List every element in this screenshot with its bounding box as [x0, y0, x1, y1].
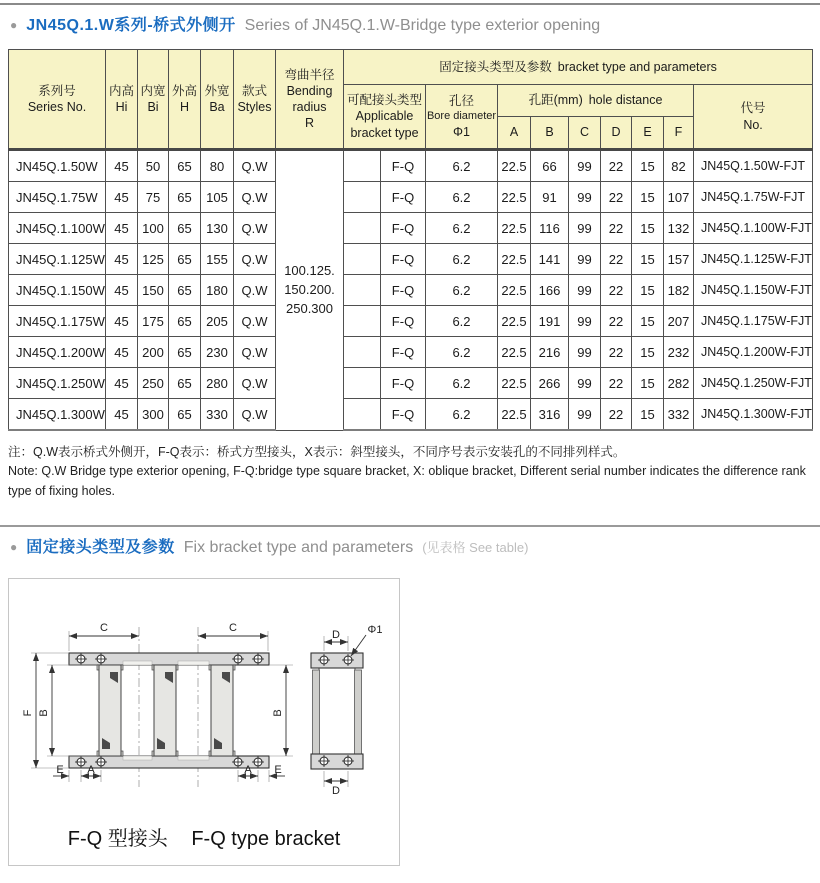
cell-d: 22 — [601, 213, 632, 244]
cell-c: 99 — [569, 275, 601, 306]
cell-a: 22.5 — [498, 213, 531, 244]
section2-title — [10, 534, 820, 557]
cell-bracket: F-Q — [381, 368, 426, 399]
cell-hi: 45 — [106, 368, 138, 399]
section2-title-zh: 固定接头类型及参数 — [26, 539, 175, 557]
cell-bracket: F-Q — [381, 306, 426, 337]
cell-bracket: F-Q — [381, 275, 426, 306]
cell-f: 282 — [664, 368, 694, 399]
cell-code: JN45Q.1.50W-FJT — [694, 150, 813, 182]
cell-e: 15 — [632, 399, 664, 431]
cell-ba: 130 — [201, 213, 234, 244]
cell-bi: 150 — [138, 275, 169, 306]
col-header-ba: 外宽 Ba — [201, 50, 234, 150]
cell-bi: 300 — [138, 399, 169, 431]
col-header-radius: 弯曲半径 Bending radius R — [276, 50, 344, 150]
cell-b: 91 — [531, 182, 569, 213]
cell-bore: 6.2 — [426, 213, 498, 244]
cell-series: JN45Q.1.100W — [9, 213, 106, 244]
cell-bore: 6.2 — [426, 244, 498, 275]
cell-code: JN45Q.1.75W-FJT — [694, 182, 813, 213]
cell-a: 22.5 — [498, 182, 531, 213]
cell-bore: 6.2 — [426, 182, 498, 213]
table-row — [9, 150, 813, 182]
col-header-h: 外高 H — [169, 50, 201, 150]
cell-a: 22.5 — [498, 244, 531, 275]
cell-f: 157 — [664, 244, 694, 275]
section2-title-en: Fix bracket type and parameters — [183, 539, 414, 557]
table-row — [9, 182, 813, 213]
cell-c: 99 — [569, 182, 601, 213]
cell-b: 191 — [531, 306, 569, 337]
bullet-icon: ● — [10, 540, 18, 555]
cell-ba: 155 — [201, 244, 234, 275]
cell-e: 15 — [632, 150, 664, 182]
cell-series: JN45Q.1.250W — [9, 368, 106, 399]
cell-b: 266 — [531, 368, 569, 399]
cell-series: JN45Q.1.125W — [9, 244, 106, 275]
cell-e: 15 — [632, 306, 664, 337]
cell-a: 22.5 — [498, 306, 531, 337]
table-row — [9, 244, 813, 275]
cell-bending-radius: 100.125. 150.200. 250.300 — [276, 150, 344, 431]
top-divider — [0, 3, 820, 5]
cell-series: JN45Q.1.175W — [9, 306, 106, 337]
section2-hint: (见表格 See table) — [422, 540, 529, 556]
cell-style: Q.W — [234, 244, 276, 275]
cell-h: 65 — [169, 368, 201, 399]
cell-bracket: F-Q — [381, 337, 426, 368]
cell-style: Q.W — [234, 399, 276, 431]
cell-series: JN45Q.1.300W — [9, 399, 106, 431]
cell-ba: 80 — [201, 150, 234, 182]
cell-series: JN45Q.1.50W — [9, 150, 106, 182]
cell-f: 132 — [664, 213, 694, 244]
col-header-b: B — [531, 117, 569, 150]
cell-d: 22 — [601, 399, 632, 431]
spec-table — [8, 49, 813, 431]
cell-style: Q.W — [234, 306, 276, 337]
cell-a: 22.5 — [498, 368, 531, 399]
cell-f: 82 — [664, 150, 694, 182]
dim-label-c-left: C — [100, 622, 108, 635]
table-row — [9, 337, 813, 368]
cell-h: 65 — [169, 244, 201, 275]
cell-bore: 6.2 — [426, 275, 498, 306]
group-header-bracket: 固定接头类型及参数 bracket type and parameters — [344, 50, 813, 85]
cell-c: 99 — [569, 399, 601, 431]
cell-b: 316 — [531, 399, 569, 431]
dim-label-d-bottom: D — [332, 785, 340, 798]
cell-h: 65 — [169, 275, 201, 306]
cell-h: 65 — [169, 150, 201, 182]
col-header-bracket-type: 可配接头类型 Applicable bracket type — [344, 85, 426, 150]
cell-c: 99 — [569, 306, 601, 337]
col-header-d: D — [601, 117, 632, 150]
cell-b: 216 — [531, 337, 569, 368]
section1-title — [10, 12, 820, 35]
side-view — [311, 653, 363, 769]
cell-e: 15 — [632, 275, 664, 306]
dim-label-phi1: Φ1 — [367, 624, 383, 637]
cell-d: 22 — [601, 368, 632, 399]
diagram-caption-en: F-Q type bracket — [191, 828, 341, 851]
cell-empty — [344, 244, 381, 275]
cell-bore: 6.2 — [426, 337, 498, 368]
cell-bi: 200 — [138, 337, 169, 368]
cell-h: 65 — [169, 182, 201, 213]
cell-b: 141 — [531, 244, 569, 275]
dim-label-b-left: B — [38, 709, 50, 717]
cell-empty — [344, 275, 381, 306]
cell-bracket: F-Q — [381, 182, 426, 213]
cell-a: 22.5 — [498, 337, 531, 368]
note-en: Note: Q.W Bridge type exterior opening, F-Q:bridge type square bracket, X: oblique bracket, Different serial number indicates the difference rank type of fixing holes. — [8, 464, 806, 498]
cell-style: Q.W — [234, 150, 276, 182]
col-header-e: E — [632, 117, 664, 150]
table-row — [9, 368, 813, 399]
cell-ba: 105 — [201, 182, 234, 213]
table-row — [9, 399, 813, 431]
col-header-styles: 款式 Styles — [234, 50, 276, 150]
cell-c: 99 — [569, 337, 601, 368]
cell-ba: 180 — [201, 275, 234, 306]
cell-bore: 6.2 — [426, 306, 498, 337]
cell-a: 22.5 — [498, 150, 531, 182]
front-view — [69, 653, 269, 768]
cell-empty — [344, 368, 381, 399]
cell-code: JN45Q.1.125W-FJT — [694, 244, 813, 275]
cell-hi: 45 — [106, 244, 138, 275]
cell-hi: 45 — [106, 182, 138, 213]
diagram-caption — [9, 822, 399, 851]
cell-empty — [344, 213, 381, 244]
cell-f: 107 — [664, 182, 694, 213]
bracket-drawing — [9, 579, 397, 863]
cell-h: 65 — [169, 337, 201, 368]
col-header-code: 代号 No. — [694, 85, 813, 150]
cell-h: 65 — [169, 306, 201, 337]
cell-hi: 45 — [106, 275, 138, 306]
cell-style: Q.W — [234, 182, 276, 213]
cell-ba: 230 — [201, 337, 234, 368]
cell-d: 22 — [601, 337, 632, 368]
cell-empty — [344, 399, 381, 431]
col-header-series: 系列号 Series No. — [9, 50, 106, 150]
mid-divider — [0, 525, 820, 527]
dim-label-a-right: A — [244, 764, 252, 777]
cell-bi: 75 — [138, 182, 169, 213]
cell-b: 116 — [531, 213, 569, 244]
cell-f: 232 — [664, 337, 694, 368]
cell-bracket: F-Q — [381, 399, 426, 431]
dim-label-e-left: E — [56, 764, 64, 777]
cell-ba: 280 — [201, 368, 234, 399]
cell-style: Q.W — [234, 275, 276, 306]
cell-hi: 45 — [106, 213, 138, 244]
cell-e: 15 — [632, 368, 664, 399]
cell-h: 65 — [169, 213, 201, 244]
cell-b: 166 — [531, 275, 569, 306]
cell-f: 332 — [664, 399, 694, 431]
cell-code: JN45Q.1.300W-FJT — [694, 399, 813, 431]
cell-bore: 6.2 — [426, 368, 498, 399]
dim-label-f: F — [22, 709, 34, 717]
dim-label-a-left: A — [87, 764, 95, 777]
dim-label-b-right: B — [272, 709, 284, 717]
cell-series: JN45Q.1.150W — [9, 275, 106, 306]
col-header-f: F — [664, 117, 694, 150]
cell-c: 99 — [569, 244, 601, 275]
dim-label-e-right: E — [274, 764, 282, 777]
cell-d: 22 — [601, 275, 632, 306]
col-header-bore: 孔径 Bore diameter Φ1 — [426, 85, 498, 150]
col-header-c: C — [569, 117, 601, 150]
table-row — [9, 213, 813, 244]
col-header-a: A — [498, 117, 531, 150]
table-notes — [8, 443, 814, 501]
cell-empty — [344, 182, 381, 213]
cell-bore: 6.2 — [426, 150, 498, 182]
cell-e: 15 — [632, 244, 664, 275]
dim-label-c-right: C — [229, 622, 237, 635]
cell-c: 99 — [569, 150, 601, 182]
cell-bracket: F-Q — [381, 213, 426, 244]
dim-label-d-top: D — [332, 629, 340, 642]
diagram-caption-zh: F-Q 型接头 — [67, 828, 168, 851]
cell-hi: 45 — [106, 150, 138, 182]
cell-bracket: F-Q — [381, 244, 426, 275]
cell-a: 22.5 — [498, 399, 531, 431]
cell-empty — [344, 306, 381, 337]
cell-bracket: F-Q — [381, 150, 426, 182]
cell-e: 15 — [632, 182, 664, 213]
cell-hi: 45 — [106, 337, 138, 368]
cell-bi: 175 — [138, 306, 169, 337]
cell-d: 22 — [601, 244, 632, 275]
cell-c: 99 — [569, 368, 601, 399]
cell-code: JN45Q.1.250W-FJT — [694, 368, 813, 399]
cell-hi: 45 — [106, 399, 138, 431]
cell-bi: 100 — [138, 213, 169, 244]
cell-f: 207 — [664, 306, 694, 337]
cell-f: 182 — [664, 275, 694, 306]
bracket-diagram-box — [8, 578, 400, 866]
note-zh: 注：Q.W表示桥式外侧开，F-Q表示：桥式方型接头，X表示：斜型接头，不同序号表示安装孔的不同排列样式。 — [8, 445, 626, 459]
section1-title-en: Series of JN45Q.1.W-Bridge type exterior opening — [244, 17, 601, 34]
cell-empty — [344, 150, 381, 182]
cell-code: JN45Q.1.175W-FJT — [694, 306, 813, 337]
cell-style: Q.W — [234, 213, 276, 244]
table-row — [9, 275, 813, 306]
cell-code: JN45Q.1.100W-FJT — [694, 213, 813, 244]
cell-style: Q.W — [234, 368, 276, 399]
cell-bore: 6.2 — [426, 399, 498, 431]
cell-series: JN45Q.1.200W — [9, 337, 106, 368]
cell-code: JN45Q.1.200W-FJT — [694, 337, 813, 368]
cell-e: 15 — [632, 337, 664, 368]
cell-ba: 205 — [201, 306, 234, 337]
cell-d: 22 — [601, 150, 632, 182]
cell-d: 22 — [601, 306, 632, 337]
cell-code: JN45Q.1.150W-FJT — [694, 275, 813, 306]
cell-empty — [344, 337, 381, 368]
cell-bi: 250 — [138, 368, 169, 399]
table-row — [9, 306, 813, 337]
group-header-hole-distance: 孔距(mm) hole distance — [498, 85, 694, 117]
bullet-icon: ● — [10, 18, 18, 32]
cell-style: Q.W — [234, 337, 276, 368]
section1-title-zh: JN45Q.1.W系列-桥式外侧开 — [26, 17, 236, 34]
cell-c: 99 — [569, 213, 601, 244]
cell-h: 65 — [169, 399, 201, 431]
col-header-hi: 内高 Hi — [106, 50, 138, 150]
cell-series: JN45Q.1.75W — [9, 182, 106, 213]
cell-e: 15 — [632, 213, 664, 244]
cell-b: 66 — [531, 150, 569, 182]
col-header-bi: 内宽 Bi — [138, 50, 169, 150]
cell-ba: 330 — [201, 399, 234, 431]
cell-bi: 50 — [138, 150, 169, 182]
cell-hi: 45 — [106, 306, 138, 337]
cell-a: 22.5 — [498, 275, 531, 306]
cell-d: 22 — [601, 182, 632, 213]
cell-bi: 125 — [138, 244, 169, 275]
